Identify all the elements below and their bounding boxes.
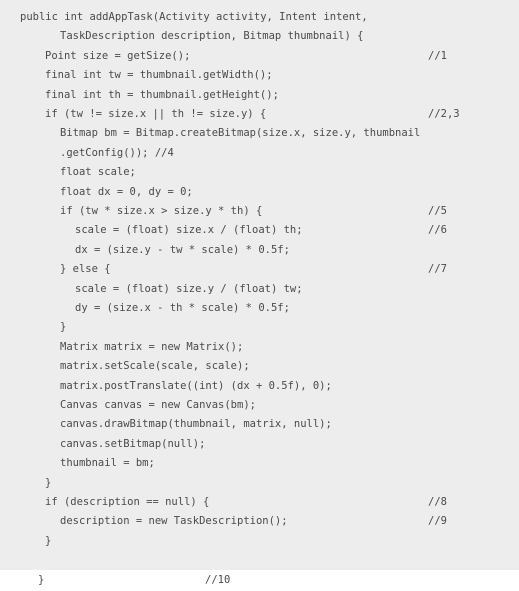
- code-comment: //9: [428, 515, 447, 528]
- code-text: }: [45, 476, 52, 489]
- code-text: canvas.setBitmap(null);: [60, 437, 206, 450]
- code-comment: //8: [428, 496, 447, 508]
- code-text: Bitmap bm = Bitmap.createBitmap(size.x, size.y, thumbnail: [60, 127, 421, 140]
- code-text: matrix.postTranslate((int) (dx + 0.5f), 0);: [60, 379, 332, 392]
- code-text: public int addAppTask(Activity activity, Intent intent,: [20, 11, 368, 23]
- code-comment: //6: [428, 224, 447, 237]
- code-text: final int tw = thumbnail.getWidth();: [45, 69, 273, 82]
- code-line: [0, 530, 519, 552]
- code-comment: //2,3: [428, 108, 460, 120]
- code-text: float scale;: [60, 166, 136, 179]
- code-comment: //5: [428, 205, 447, 217]
- code-text: TaskDescription description, Bitmap thumbnail) {: [60, 30, 364, 43]
- code-text: Matrix matrix = new Matrix();: [60, 340, 244, 353]
- code-text: if (description == null) {: [45, 496, 210, 508]
- code-text: dy = (size.x - th * scale) * 0.5f;: [75, 302, 290, 314]
- code-text: thumbnail = bm;: [60, 457, 155, 470]
- code-text: }: [60, 321, 67, 334]
- code-text: if (tw != size.x || th != size.y) {: [45, 108, 267, 120]
- code-text: final int th = thumbnail.getHeight();: [45, 88, 279, 101]
- code-text: matrix.setScale(scale, scale);: [60, 360, 250, 373]
- code-text: scale = (float) size.x / (float) th;: [75, 224, 303, 237]
- code-text: Canvas canvas = new Canvas(bm);: [60, 399, 256, 411]
- code-text: .getConfig()); //4: [60, 146, 174, 159]
- code-comment: //10: [205, 573, 231, 586]
- code-text: Point size = getSize();: [45, 49, 191, 62]
- code-text: }: [45, 534, 52, 547]
- code-comment: //1: [428, 49, 447, 62]
- code-text: description = new TaskDescription();: [60, 515, 288, 528]
- code-text: scale = (float) size.y / (float) tw;: [75, 282, 303, 295]
- code-text: canvas.drawBitmap(thumbnail, matrix, null);: [60, 418, 332, 431]
- code-text: dx = (size.y - tw * scale) * 0.5f;: [75, 243, 290, 256]
- code-comment: //7: [428, 263, 447, 276]
- code-text: if (tw * size.x > size.y * th) {: [60, 205, 263, 217]
- code-line: [0, 569, 519, 591]
- code-text: }: [38, 573, 45, 586]
- code-text: float dx = 0, dy = 0;: [60, 185, 193, 198]
- code-text: } else {: [60, 263, 111, 276]
